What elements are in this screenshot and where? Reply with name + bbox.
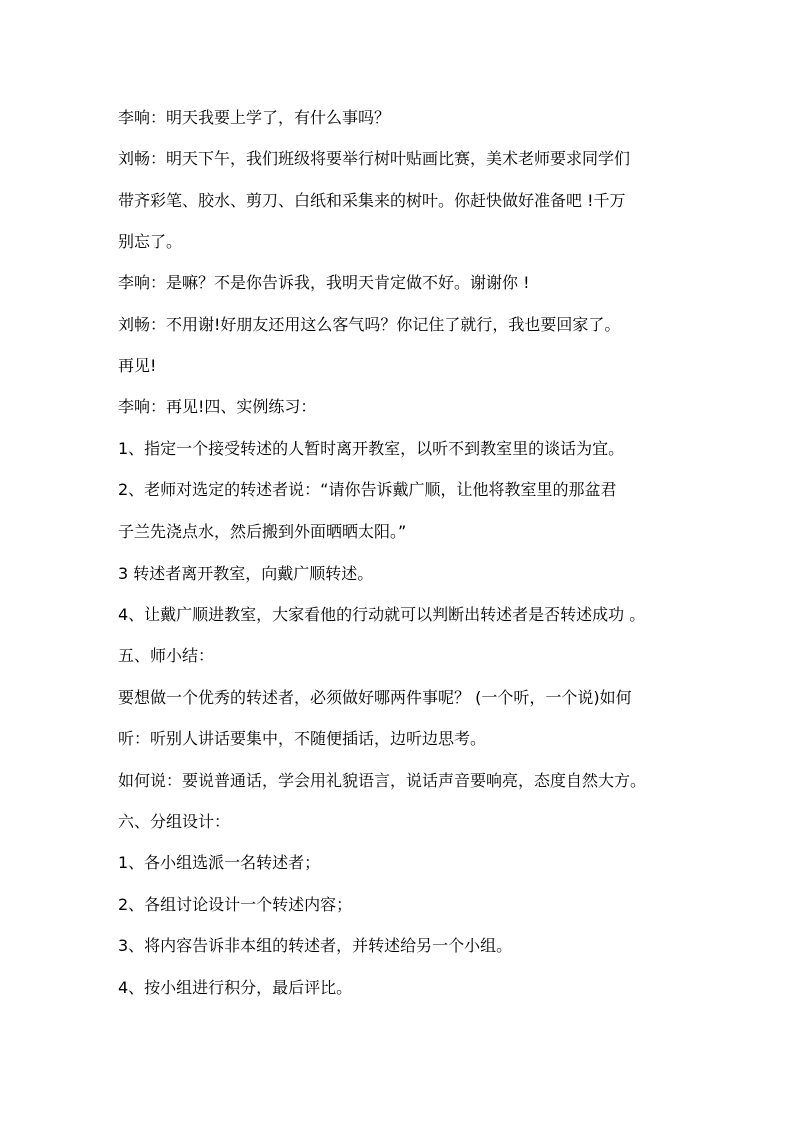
text-line: 1、指定一个接受转述的人暂时离开教室，以听不到教室里的谈话为宜。 [118,439,625,458]
text-line: 4、按小组进行积分，最后评比。 [118,978,353,997]
text-line: 李响：明天我要上学了，有什么事吗？ [118,108,391,127]
text-line: 要想做一个优秀的转述者，必须做好哪两件事呢？ (一个听，一个说)如何 [118,688,632,707]
text-line: 如何说：要说普通话，学会用礼貌语言，说话声音要响亮，态度自然大方。 [118,771,647,790]
text-line: 刘畅：明天下午，我们班级将要举行树叶贴画比赛，美术老师要求同学们 [118,149,631,168]
section-heading: 五、师小结： [118,646,215,665]
text-line: 李响：是嘛？不是你告诉我，我明天肯定做不好。谢谢你 ! [118,273,530,292]
text-line: 3 转述者离开教室，向戴广顺转述。 [118,564,374,583]
text-line: 3、将内容告诉非本组的转述者，并转述给另一个小组。 [118,936,513,955]
text-line: 4、让戴广顺进教室，大家看他的行动就可以判断出转述者是否转述成功 。 [118,605,646,624]
text-line: 1、各小组选派一名转述者； [118,853,321,872]
text-line: 2、各组讨论设计一个转述内容； [118,895,353,914]
section-heading: 六、分组设计： [118,812,231,831]
text-line: 别忘了。 [118,232,183,251]
text-line: 带齐彩笔、胶水、剪刀、白纸和采集来的树叶。你赶快做好准备吧 !千万 [118,191,626,210]
text-line: 子兰先浇点水，然后搬到外面晒晒太阳。” [118,522,407,541]
text-line: 再见! [118,356,157,375]
text-line: 2、老师对选定的转述者说：“请你告诉戴广顺，让他将教室里的那盆君 [118,480,617,499]
text-line: 听：听别人讲话要集中，不随便插话，边听边思考。 [118,729,487,748]
text-line: 刘畅：不用谢!好朋友还用这么客气吗？你记住了就行，我也要回家了。 [118,315,621,334]
text-line: 李响：再见!四、实例练习： [118,397,317,416]
